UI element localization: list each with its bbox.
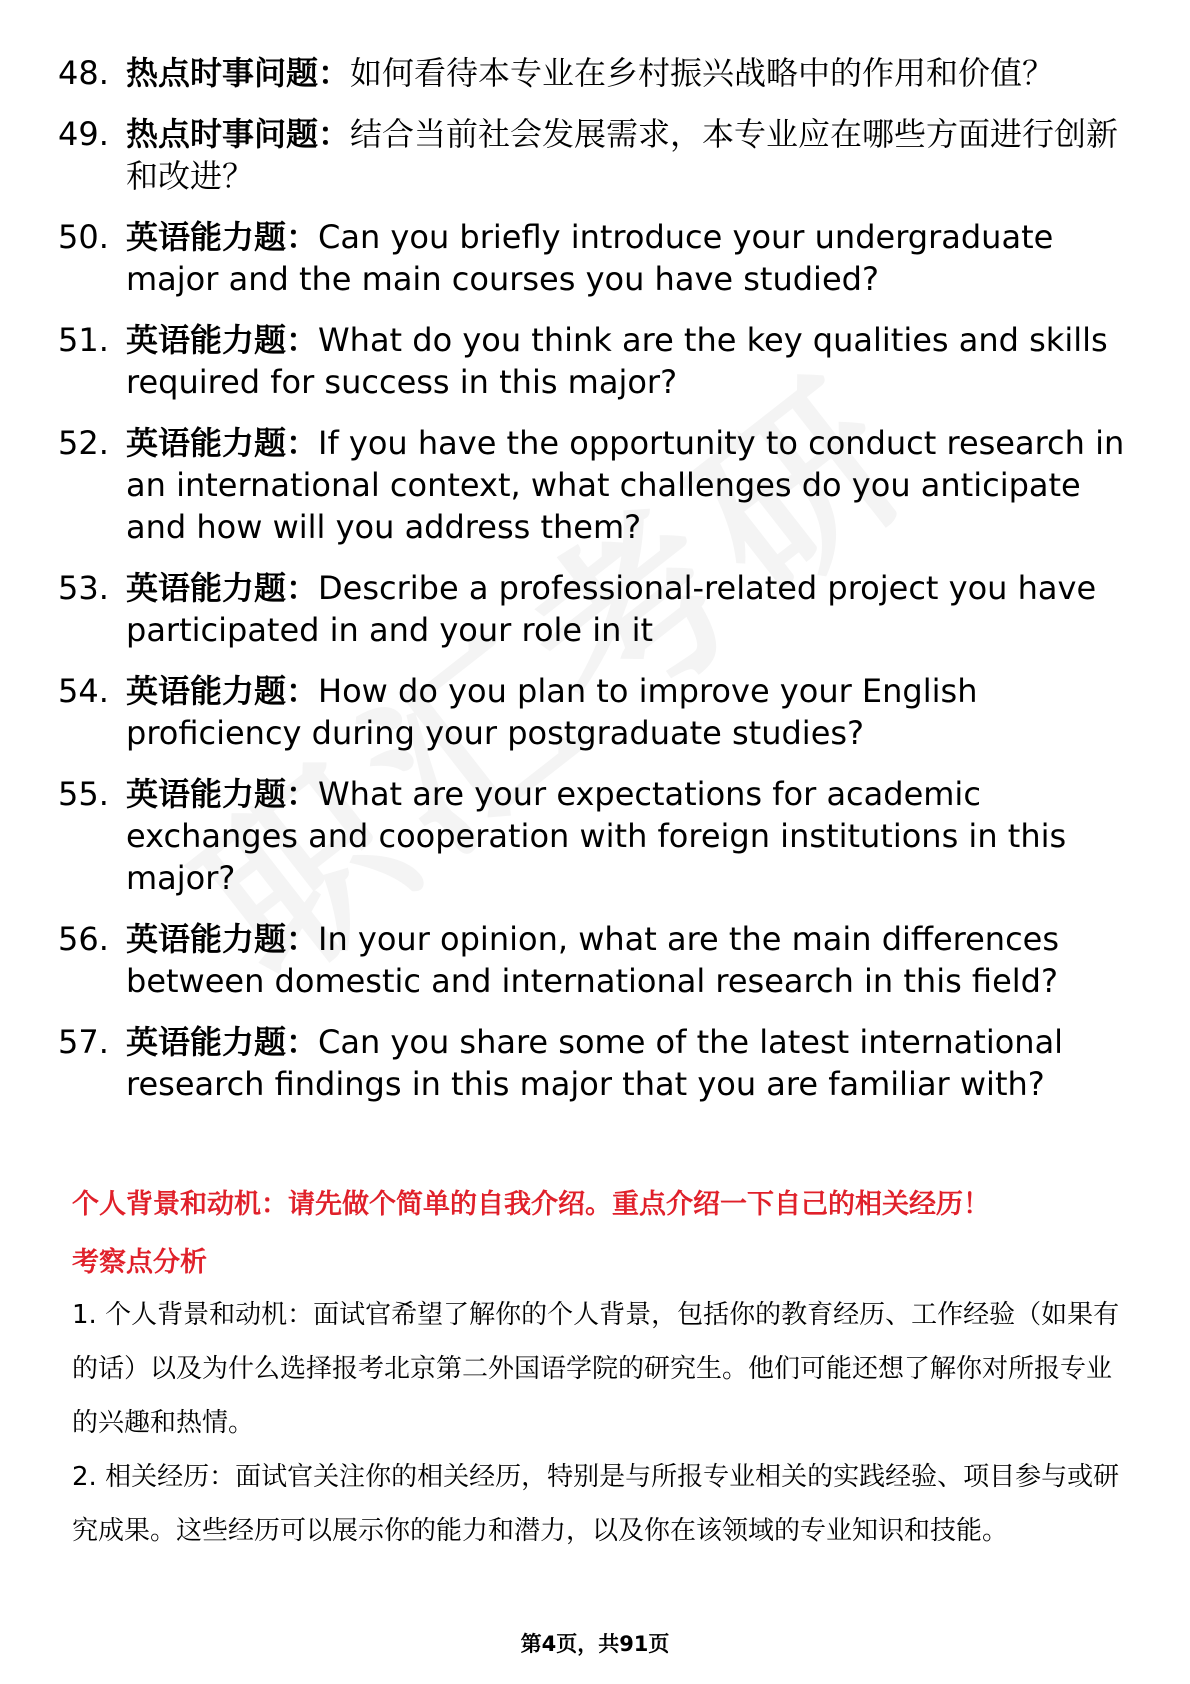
question-text: Can you briefly introduce your undergraduate major and the main courses you have studied? bbox=[126, 218, 1054, 298]
question-text: What do you think are the key qualities and skills required for success in this major? bbox=[126, 321, 1108, 401]
question-category: 英语能力题： bbox=[126, 424, 319, 462]
question-category: 英语能力题： bbox=[126, 569, 319, 607]
question-body bbox=[126, 216, 1133, 300]
question-item bbox=[58, 113, 1133, 197]
question-item bbox=[58, 216, 1133, 300]
question-body bbox=[126, 319, 1133, 403]
question-list bbox=[58, 52, 1133, 1124]
analysis-point: 2. 相关经历：面试官关注你的相关经历，特别是与所报专业相关的实践经验、项目参与或研究成果。这些经历可以展示你的能力和潜力，以及你在该领域的专业知识和技能。 bbox=[72, 1462, 1120, 1546]
question-number: 57. bbox=[58, 1023, 109, 1061]
background-question-title: 个人背景和动机：请先做个简单的自我介绍。重点介绍一下自己的相关经历！ bbox=[72, 1189, 990, 1220]
question-number: 54. bbox=[58, 672, 109, 710]
question-category: 热点时事问题： bbox=[126, 54, 351, 92]
question-body bbox=[126, 670, 1133, 754]
question-item bbox=[58, 52, 1133, 94]
question-body bbox=[126, 773, 1133, 899]
question-body bbox=[126, 113, 1133, 197]
background-question-section bbox=[72, 1186, 1132, 1558]
question-item bbox=[58, 918, 1133, 1002]
question-category: 英语能力题： bbox=[126, 920, 319, 958]
analysis-point: 1. 个人背景和动机：面试官希望了解你的个人背景，包括你的教育经历、工作经验（如果有的话）以及为什么选择报考北京第二外国语学院的研究生。他们可能还想了解你对所报专业的兴趣和热情。 bbox=[72, 1300, 1120, 1438]
question-body bbox=[126, 52, 1133, 94]
question-body bbox=[126, 918, 1133, 1002]
question-number: 48. bbox=[58, 54, 109, 92]
question-body bbox=[126, 422, 1133, 548]
question-category: 英语能力题： bbox=[126, 1023, 319, 1061]
question-text: In your opinion, what are the main differences between domestic and international research in this field? bbox=[126, 920, 1060, 1000]
question-category: 英语能力题： bbox=[126, 775, 319, 813]
question-item bbox=[58, 1021, 1133, 1105]
question-body bbox=[126, 1021, 1133, 1105]
question-item bbox=[58, 773, 1133, 899]
question-number: 55. bbox=[58, 775, 109, 813]
question-number: 52. bbox=[58, 424, 109, 462]
question-body bbox=[126, 567, 1133, 651]
question-category: 英语能力题： bbox=[126, 672, 319, 710]
question-item bbox=[58, 670, 1133, 754]
question-text: Can you share some of the latest international research findings in this major that you are familiar with? bbox=[126, 1023, 1064, 1103]
page-footer: 第4页，共91页 bbox=[520, 1632, 670, 1656]
question-number: 56. bbox=[58, 920, 109, 958]
question-number: 49. bbox=[58, 115, 109, 153]
analysis-title: 考察点分析 bbox=[72, 1247, 207, 1278]
question-text: Describe a professional-related project you have participated in and your role in it bbox=[126, 569, 1097, 649]
question-number: 51. bbox=[58, 321, 109, 359]
question-category: 英语能力题： bbox=[126, 321, 319, 359]
question-item bbox=[58, 319, 1133, 403]
question-text: If you have the opportunity to conduct research in an international context, what challenges do you anticipate and how will you address them? bbox=[126, 424, 1125, 546]
question-category: 英语能力题： bbox=[126, 218, 319, 256]
question-text: What are your expectations for academic exchanges and cooperation with foreign institutions in this major? bbox=[126, 775, 1067, 897]
question-text: How do you plan to improve your English proficiency during your postgraduate studies? bbox=[126, 672, 978, 752]
question-text: 如何看待本专业在乡村振兴战略中的作用和价值？ bbox=[350, 54, 1055, 92]
question-text: 结合当前社会发展需求，本专业应在哪些方面进行创新和改进？ bbox=[126, 115, 1119, 195]
question-item bbox=[58, 422, 1133, 548]
question-category: 热点时事问题： bbox=[126, 115, 351, 153]
question-item bbox=[58, 567, 1133, 651]
question-number: 53. bbox=[58, 569, 109, 607]
question-number: 50. bbox=[58, 218, 109, 256]
